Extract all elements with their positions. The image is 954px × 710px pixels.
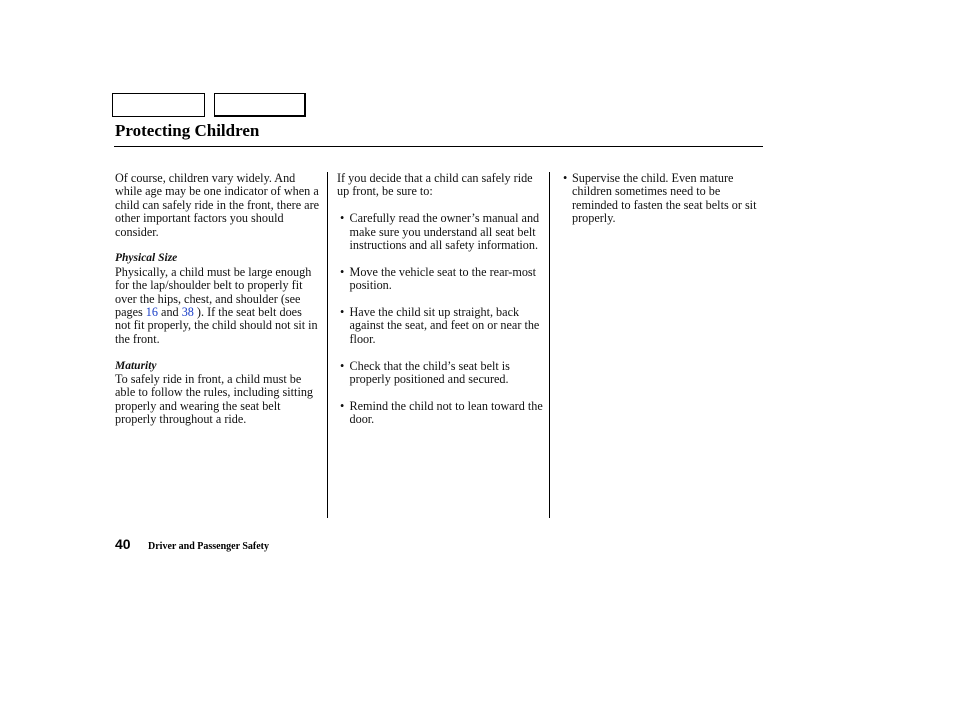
maturity-heading: Maturity (115, 359, 157, 372)
page-title: Protecting Children (115, 121, 260, 140)
list-item: • Check that the child’s seat belt is properly positioned and secured. (337, 360, 543, 387)
title-divider (114, 146, 763, 147)
text-column-1 (115, 172, 320, 427)
physical-size-text-end: ). If the seat belt does not fit properly, the child should not sit in the front. (115, 305, 318, 346)
list-item: • Supervise the child. Even mature children sometimes need to be reminded to fasten the seat belts or sit properly. (563, 172, 758, 226)
front-seat-intro: If you decide that a child can safely ride up front, be sure to: (337, 171, 533, 199)
page-number: 40 (115, 536, 131, 552)
list-item: • Carefully read the owner’s manual and make sure you understand all seat belt instructions and all safety information. (337, 212, 543, 252)
section-footer-label: Driver and Passenger Safety (148, 541, 270, 552)
list-item: • Move the vehicle seat to the rear-most position. (337, 266, 543, 293)
page-link-16[interactable]: 16 (145, 305, 158, 320)
physical-size-and: and (157, 305, 182, 320)
text-column-2 (337, 172, 543, 427)
nav-button-previous[interactable] (112, 93, 205, 117)
column-divider-1 (327, 172, 328, 518)
intro-paragraph: Of course, children vary widely. And while age may be one indicator of when a child can safely ride in the front, there are other important factors you should consider. (115, 171, 320, 239)
front-seat-checklist (337, 212, 543, 426)
physical-size-text: Physically, a child must be large enough for the lap/shoulder belt to properly fit over the hips, chest, and shoulder (see pages (115, 264, 312, 320)
physical-size-paragraph (115, 266, 320, 346)
nav-button-next[interactable] (214, 93, 306, 117)
column-divider-2 (549, 172, 550, 518)
supervision-list (563, 172, 758, 226)
list-item: • Have the child sit up straight, back against the seat, and feet on or near the floor. (337, 306, 543, 346)
maturity-paragraph: To safely ride in front, a child must be able to follow the rules, including sitting properly and wearing the seat belt properly throughout a ride. (115, 372, 314, 427)
text-column-3 (563, 172, 758, 226)
list-item: • Remind the child not to lean toward the door. (337, 400, 543, 427)
page-link-38[interactable]: 38 (181, 305, 194, 320)
physical-size-heading: Physical Size (115, 252, 178, 265)
